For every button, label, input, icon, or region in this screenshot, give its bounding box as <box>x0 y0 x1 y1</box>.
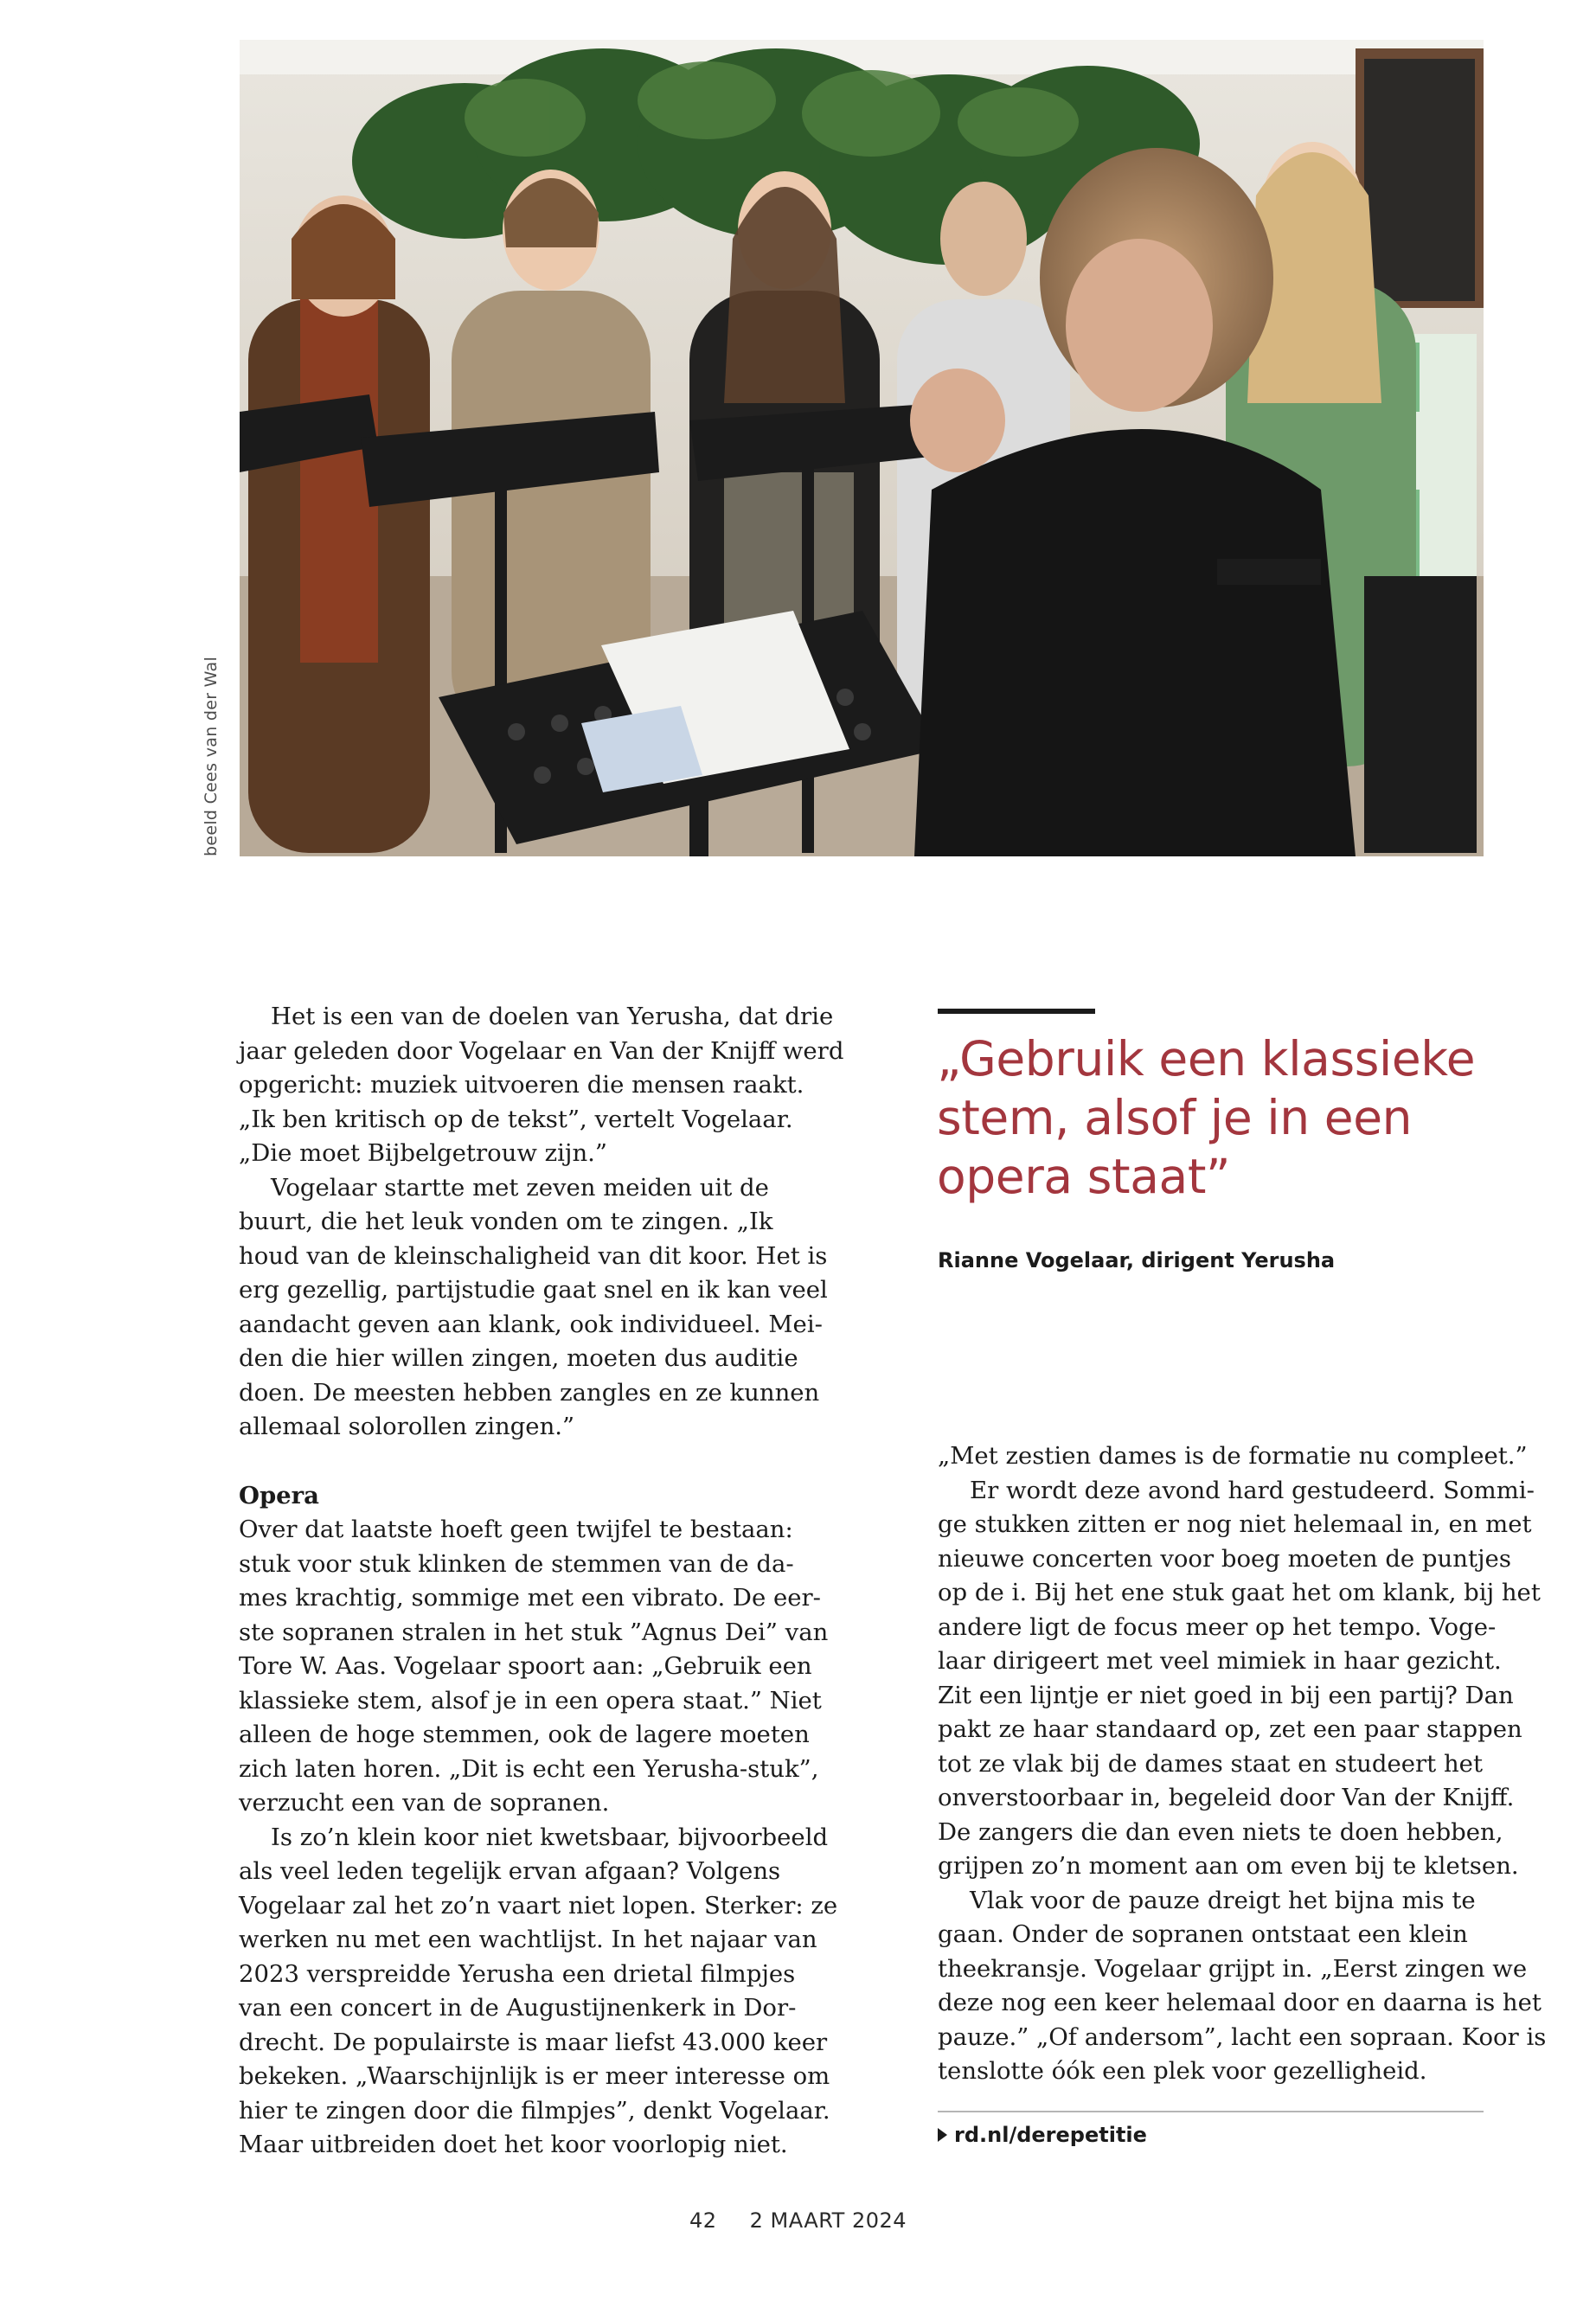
pull-quote-rule <box>938 1009 1095 1014</box>
article-link-text[interactable]: rd.nl/derepetitie <box>954 2123 1147 2147</box>
paragraph-1: Het is een van de doelen van Yerusha, dat drie jaar geleden door Vogelaar en Van der Knijff werd opgericht: muziek uitvoeren die mensen raakt. „Ik ben kritisch op de tekst”, vertelt Vogelaar. „Die moet Bijbelgetrouw zijn.” <box>239 1003 844 1167</box>
page-number: 42 <box>689 2208 717 2233</box>
article-left-column <box>239 1000 844 2163</box>
section-heading-opera: Opera <box>239 1481 319 1509</box>
article-right-column <box>938 1439 1547 2089</box>
link-divider <box>938 2111 1484 2112</box>
photo-credit: beeld Cees van der Wal <box>202 656 221 856</box>
arrow-right-icon <box>938 2128 947 2142</box>
page-footer <box>0 2208 1596 2233</box>
issue-date: 2 MAART 2024 <box>749 2208 907 2233</box>
pull-quote-attribution: Rianne Vogelaar, dirigent Yerusha <box>938 1248 1336 1272</box>
choir-rehearsal-illustration <box>240 40 1484 856</box>
article-link[interactable] <box>938 2123 1147 2147</box>
article-photo <box>240 40 1484 856</box>
paragraph-4: Is zo’n klein koor niet kwetsbaar, bijvoorbeeld als veel leden tegelijk ervan afgaan? Volgens Vogelaar zal het zo’n vaart niet lopen. Sterker: ze werken nu met een wachtlijst. In het najaar van 2023 verspreidde Yerusha een drietal filmpjes van een concert in de Augustijnenkerk in Dor- drecht. De populairste is maar liefst 43.000 keer bekeken. „Waarschijnlijk is er meer interesse om hier te zingen door die filmpjes”, denkt Vogelaar. Maar uitbreiden doet het koor voorlopig niet. <box>239 1823 838 2158</box>
paragraph-5: „Met zestien dames is de formatie nu compleet.” <box>938 1442 1528 1470</box>
paragraph-3: Over dat laatste hoeft geen twijfel te bestaan: stuk voor stuk klinken de stemmen van de da- mes krachtig, sommige met een vibrato. De eer- ste sopranen stralen in het stuk ”Agnus Dei” van Tore W. Aas. Vogelaar spoort aan: „Gebruik een klassieke stem, alsof je in een opera staat.” Niet alleen de hoge stemmen, ook de lagere moeten zich laten horen. „Dit is echt een Yerusha-stuk”, verzucht een van de sopranen. <box>239 1516 829 1817</box>
pull-quote: „Gebruik een klassieke stem, alsof je in een opera staat” <box>937 1031 1476 1204</box>
paragraph-7: Vlak voor de pauze dreigt het bijna mis te gaan. Onder de sopranen ontstaat een klein theekransje. Vogelaar grijpt in. „Eerst zingen we deze nog een keer helemaal door en daarna is het pauze.” „Of andersom”, lacht een sopraan. Koor is tenslotte óók een plek voor gezelligheid. <box>938 1886 1547 2085</box>
paragraph-2: Vogelaar startte met zeven meiden uit de buurt, die het leuk vonden om te zingen. „Ik houd van de kleinschaligheid van dit koor. Het is erg gezellig, partijstudie gaat snel en ik kan veel aandacht geven aan klank, ook individueel. Mei- den die hier willen zingen, moeten dus auditie doen. De meesten hebben zangles en ze kunnen allemaal solorollen zingen.” <box>239 1173 828 1440</box>
paragraph-6: Er wordt deze avond hard gestudeerd. Sommi- ge stukken zitten er nog niet helemaal in, en met nieuwe concerten voor boeg moeten de puntjes op de i. Bij het ene stuk gaat het om klank, bij het andere ligt de focus meer op het tempo. Voge- laar dirigeert met veel mimiek in haar gezicht. Zit een lijntje er niet goed in bij een partij? Dan pakt ze haar standaard op, zet een paar stappen tot ze vlak bij de dames staat en studeert het onverstoorbaar in, begeleid door Van der Knijff. De zangers die dan even niets te doen hebben, grijpen zo’n moment aan om even bij te kletsen. <box>938 1476 1541 1880</box>
